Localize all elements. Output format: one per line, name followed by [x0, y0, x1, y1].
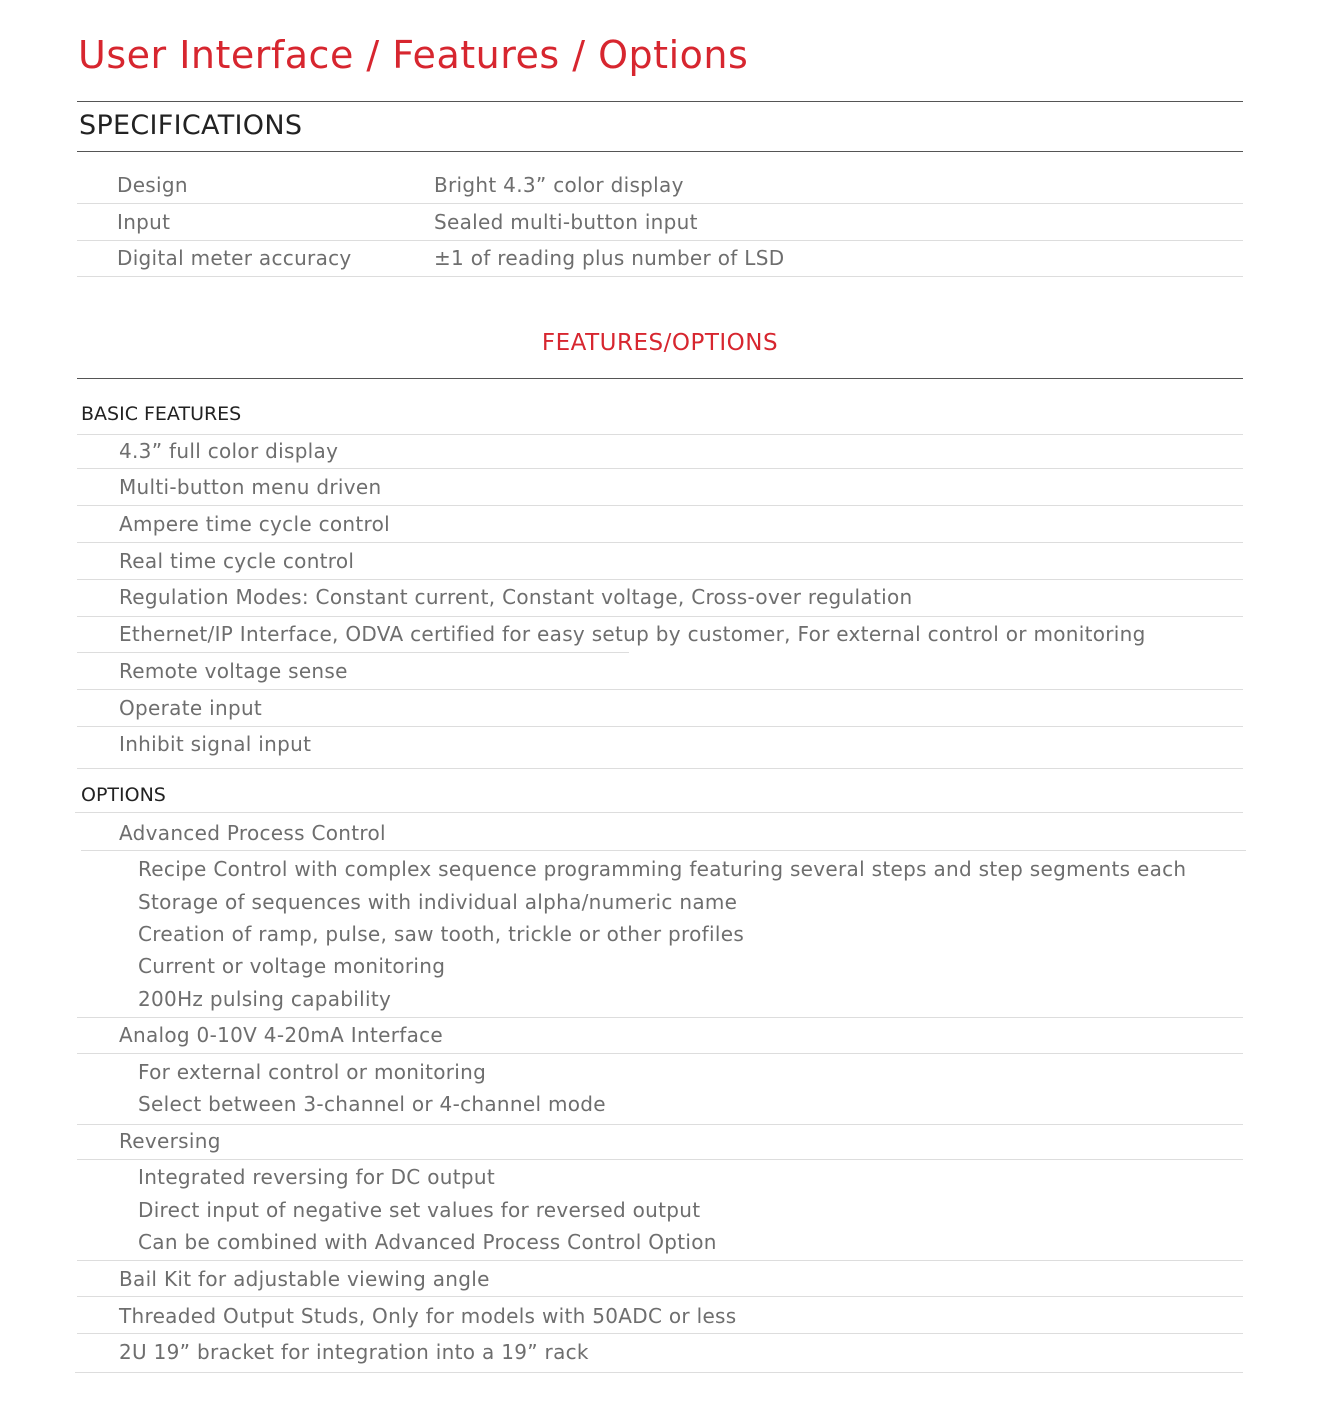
features-options-heading: FEATURES/OPTIONS — [541, 330, 779, 356]
row-divider — [77, 434, 1243, 435]
spec-value-design: Bright 4.3” color display — [434, 173, 684, 197]
spec-value-accuracy: ±1 of reading plus number of LSD — [434, 246, 785, 270]
row-divider — [77, 1124, 1243, 1125]
row-divider — [77, 203, 1243, 204]
row-divider — [77, 768, 1243, 769]
option-sub-item: For external control or monitoring — [138, 1060, 487, 1084]
row-divider — [77, 1159, 1243, 1160]
row-divider — [77, 689, 1243, 690]
option-sub-item: Direct input of negative set values for reversed output — [138, 1198, 701, 1222]
row-divider — [77, 579, 1243, 580]
spec-label-input: Input — [117, 210, 171, 234]
option-sub-item: Integrated reversing for DC output — [138, 1165, 495, 1189]
row-divider — [77, 1333, 1243, 1334]
specifications-heading: SPECIFICATIONS — [79, 110, 303, 141]
list-item: Multi-button menu driven — [119, 475, 382, 499]
option-item: Bail Kit for adjustable viewing angle — [119, 1267, 490, 1291]
spec-value-input: Sealed multi-button input — [434, 210, 698, 234]
option-sub-item: Creation of ramp, pulse, saw tooth, trickle or other profiles — [138, 922, 745, 946]
divider — [77, 101, 1243, 102]
option-sub-item: Current or voltage monitoring — [138, 954, 446, 978]
row-divider — [77, 616, 1243, 617]
divider — [77, 378, 1243, 379]
option-item: Reversing — [119, 1129, 221, 1153]
list-item: Operate input — [119, 696, 263, 720]
spec-label-design: Design — [117, 173, 188, 197]
option-sub-item: Can be combined with Advanced Process Control Option — [138, 1230, 717, 1254]
row-divider — [77, 276, 1243, 277]
spec-label-accuracy: Digital meter accuracy — [117, 246, 352, 270]
option-item: Analog 0-10V 4-20mA Interface — [119, 1023, 444, 1047]
list-item: Ethernet/IP Interface, ODVA certified for easy setup by customer, For external control or monitoring — [119, 622, 1146, 646]
row-divider — [75, 1372, 1243, 1373]
list-item: Ampere time cycle control — [119, 512, 391, 536]
row-divider — [77, 652, 629, 653]
options-heading: OPTIONS — [81, 784, 166, 806]
divider — [77, 151, 1243, 152]
row-divider — [77, 1017, 1243, 1018]
option-sub-item: Recipe Control with complex sequence programming featuring several steps and step segments each — [138, 857, 1187, 881]
row-divider — [77, 240, 1243, 241]
row-divider — [77, 726, 1243, 727]
row-divider — [77, 1260, 1243, 1261]
list-item: Real time cycle control — [119, 549, 355, 573]
row-divider — [81, 850, 1246, 851]
row-divider — [77, 542, 1243, 543]
list-item: Remote voltage sense — [119, 659, 348, 683]
option-item: Threaded Output Studs, Only for models with 50ADC or less — [119, 1304, 737, 1328]
row-divider — [77, 505, 1243, 506]
row-divider — [77, 1053, 1243, 1054]
list-item: Inhibit signal input — [119, 732, 312, 756]
option-sub-item: 200Hz pulsing capability — [138, 987, 392, 1011]
option-item: 2U 19” bracket for integration into a 19” rack — [119, 1340, 589, 1364]
list-item: 4.3” full color display — [119, 439, 339, 463]
page-title: User Interface / Features / Options — [78, 33, 749, 77]
option-item: Advanced Process Control — [119, 821, 386, 845]
row-divider — [77, 1296, 1243, 1297]
row-divider — [75, 812, 1243, 813]
basic-features-heading: BASIC FEATURES — [81, 403, 242, 425]
row-divider — [77, 468, 1243, 469]
option-sub-item: Storage of sequences with individual alpha/numeric name — [138, 890, 738, 914]
list-item: Regulation Modes: Constant current, Constant voltage, Cross-over regulation — [119, 585, 913, 609]
option-sub-item: Select between 3-channel or 4-channel mode — [138, 1092, 606, 1116]
